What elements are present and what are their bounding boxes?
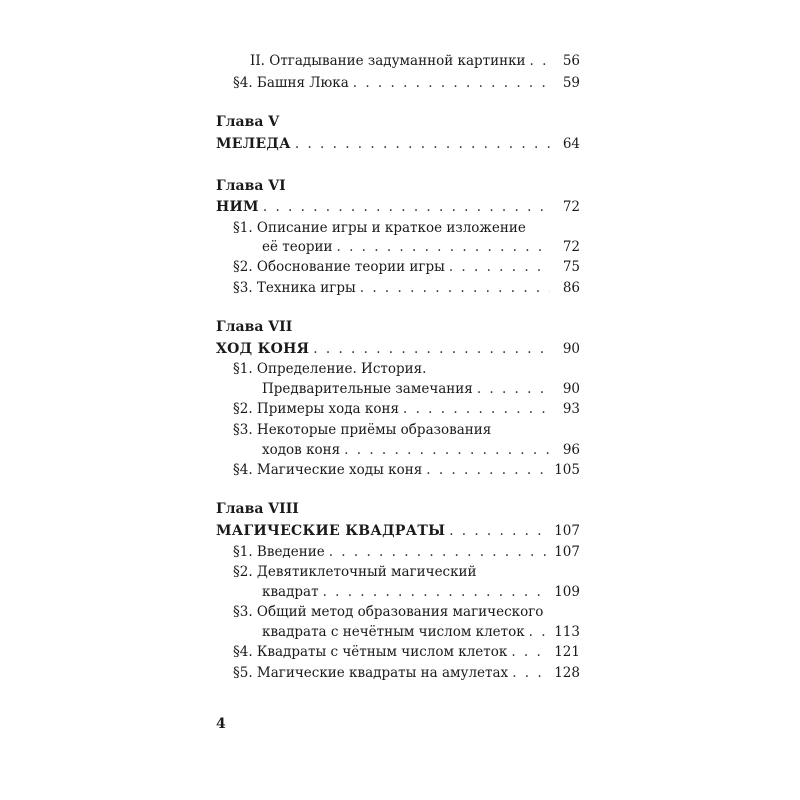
leader-dots	[323, 583, 550, 601]
leader-dots	[360, 279, 550, 297]
toc-entry-title: квадрат	[262, 584, 319, 600]
chapter-label: Глава VI	[216, 178, 286, 194]
leader-dots	[337, 238, 551, 256]
toc-entry-page: 93	[562, 401, 580, 417]
toc-entry-page: 72	[562, 199, 580, 215]
toc-entry-page: 59	[562, 75, 580, 91]
toc-entry-page: 90	[562, 341, 580, 357]
leader-dots	[426, 461, 550, 479]
toc-entry	[233, 543, 580, 561]
toc-entry-title: §4. Башня Люка	[233, 75, 349, 91]
leader-dots	[329, 543, 550, 561]
toc-entry	[233, 258, 580, 276]
toc-entry	[250, 52, 580, 70]
leader-dots	[512, 664, 550, 682]
toc-entry	[233, 400, 580, 418]
chapter-label: Глава V	[216, 114, 280, 130]
toc-entry-title: §3. Техника игры	[233, 280, 356, 296]
leader-dots	[353, 74, 550, 92]
toc-entry	[233, 279, 580, 297]
chapter-title: МЕЛЕДА	[216, 136, 291, 152]
toc-entry-title: квадрата с нечётным числом клеток	[262, 624, 525, 640]
leader-dots	[530, 52, 550, 70]
leader-dots	[477, 380, 550, 398]
toc-entry-title: §4. Квадраты с чётным числом клеток	[233, 644, 508, 660]
toc-entry	[233, 643, 580, 661]
toc-entry-page: 121	[554, 644, 580, 660]
chapter-entry	[216, 135, 580, 153]
chapter-entry	[216, 340, 580, 358]
toc-entry-page: 90	[562, 381, 580, 397]
leader-dots	[403, 400, 550, 418]
toc-entry-page: 107	[554, 523, 580, 539]
toc-entry-title: §2. Примеры хода коня	[233, 401, 399, 417]
toc-entry-page: 128	[554, 665, 580, 681]
toc-entry-page: 64	[562, 136, 580, 152]
toc-entry	[262, 441, 580, 459]
toc-entry-title: §3. Общий метод образования магического	[233, 604, 544, 620]
toc-entry	[262, 380, 580, 398]
toc-entry	[262, 623, 580, 641]
toc-entry	[262, 583, 580, 601]
toc-entry-page: 56	[562, 53, 580, 69]
toc-entry-page: 86	[562, 280, 580, 296]
toc-entry-page: 105	[554, 462, 580, 478]
chapter-title: МАГИЧЕСКИЕ КВАДРАТЫ	[216, 523, 446, 539]
toc-entry-page: 109	[554, 584, 580, 600]
toc-entry-title: §4. Магические ходы коня	[233, 462, 423, 478]
toc-entry-title: её теории	[262, 239, 333, 255]
chapter-title: НИМ	[216, 199, 259, 215]
toc-entry-page: 96	[562, 442, 580, 458]
toc-entry-title: II. Отгадывание задуманной картинки	[250, 53, 526, 69]
leader-dots	[511, 643, 550, 661]
chapter-label: Глава VII	[216, 319, 293, 335]
toc-entry-page: 72	[562, 239, 580, 255]
toc-entry-title: §1. Введение	[233, 544, 325, 560]
toc-entry-page: 113	[554, 624, 580, 640]
toc-entry-title: Предварительные замечания	[262, 381, 473, 397]
leader-dots	[529, 623, 550, 641]
chapter-label: Глава VIII	[216, 501, 299, 517]
toc-entry	[233, 74, 580, 92]
toc-entry-title: §5. Магические квадраты на амулетах	[233, 665, 509, 681]
toc-entry-title: §1. Определение. История.	[233, 361, 427, 377]
leader-dots	[344, 441, 550, 459]
toc-entry-page: 107	[554, 544, 580, 560]
toc-entry-title: ходов коня	[262, 442, 341, 458]
toc-entry-title: §1. Описание игры и краткое изложение	[233, 220, 526, 236]
toc-entry	[233, 461, 580, 479]
toc-entry	[233, 664, 580, 682]
leader-dots	[263, 198, 550, 216]
chapter-entry	[216, 198, 580, 216]
page-number: 4	[216, 716, 226, 732]
leader-dots	[313, 340, 550, 358]
toc-entry-page: 75	[562, 259, 580, 275]
toc-entry-title: §3. Некоторые приёмы образования	[233, 422, 492, 438]
toc-entry	[262, 238, 580, 256]
toc-entry-title: §2. Девятиклеточный магический	[233, 564, 477, 580]
toc-entry-title: §2. Обоснование теории игры	[233, 259, 445, 275]
leader-dots	[295, 135, 550, 153]
chapter-title: ХОД КОНЯ	[216, 341, 310, 357]
leader-dots	[449, 522, 550, 540]
leader-dots	[449, 258, 550, 276]
chapter-entry	[216, 522, 580, 540]
